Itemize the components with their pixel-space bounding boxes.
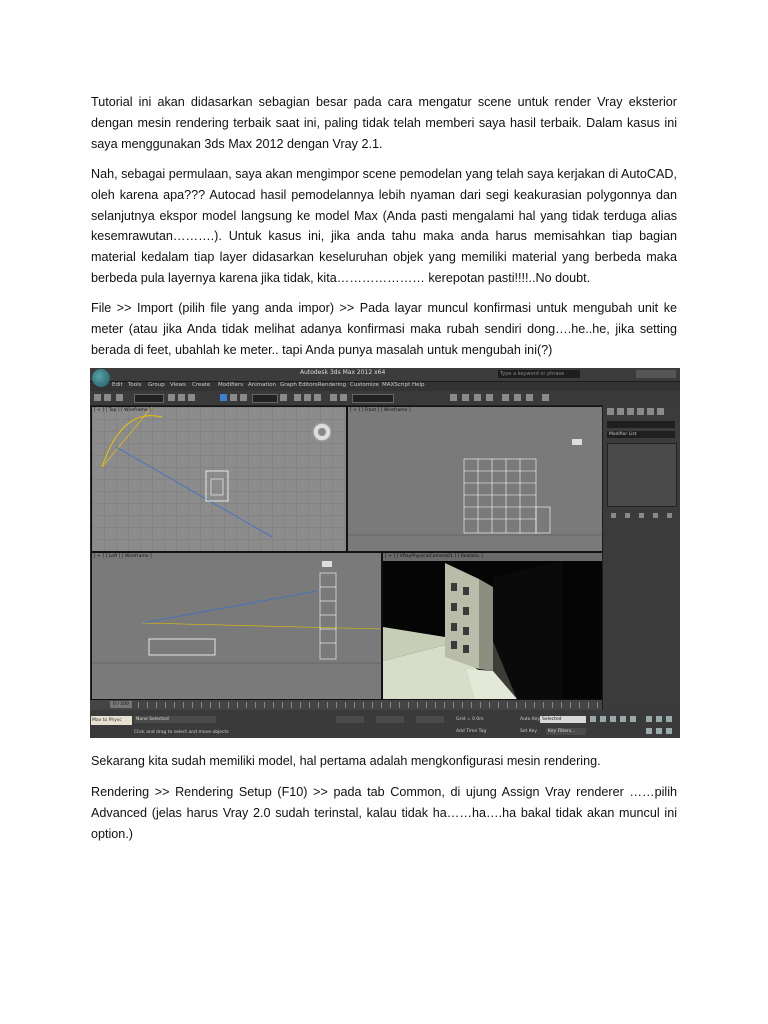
set-key-button[interactable]: Set Key (520, 729, 537, 734)
rendered-frame-icon[interactable] (514, 394, 521, 401)
link-icon[interactable] (116, 394, 123, 401)
menu-create[interactable]: Create (192, 382, 211, 388)
remove-modifier-icon[interactable] (653, 513, 658, 518)
window-title: Autodesk 3ds Max 2012 x64 (300, 369, 386, 376)
maximize-viewport-icon[interactable] (666, 728, 672, 734)
configure-sets-icon[interactable] (667, 513, 672, 518)
layer-manager-icon[interactable] (450, 394, 457, 401)
menu-tools[interactable]: Tools (128, 382, 142, 388)
previous-frame-icon[interactable] (600, 716, 606, 722)
viewport-label-left: [ + ] [ Left ] [ Wireframe ] (94, 554, 152, 559)
material-editor-icon[interactable] (486, 394, 493, 401)
title-bar (90, 368, 680, 382)
named-selection-dropdown[interactable] (352, 394, 394, 403)
hierarchy-tab-icon[interactable] (627, 408, 634, 415)
pivot-icon[interactable] (280, 394, 287, 401)
search-input[interactable]: Type a keyword or phrase (498, 370, 580, 378)
viewport-label-front: [ + ] [ Front ] [ Wireframe ] (350, 408, 411, 413)
orbit-icon[interactable] (656, 728, 662, 734)
snap-icon[interactable] (294, 394, 301, 401)
camera-icon (572, 439, 582, 445)
y-coordinate-field[interactable] (376, 716, 404, 723)
viewport-top[interactable] (91, 406, 347, 552)
redo-icon[interactable] (104, 394, 111, 401)
status-prompt: Click and drag to select and move objects (134, 730, 229, 735)
pan-icon[interactable] (646, 728, 652, 734)
paragraph-rendering-setup: Rendering >> Rendering Setup (F10) >> pada tab Common, di ujung Assign Vray renderer ……pilih Advanced (jelas harus Vray 2.0 sudah terinstal, kalau tidak ha……ha….ha bakal tidak akan muncul ini option.) (91, 785, 677, 841)
menu-views[interactable]: Views (170, 382, 186, 388)
modifier-list-dropdown[interactable]: Modifier List (607, 431, 675, 438)
region-select-icon[interactable] (188, 394, 195, 401)
viewport-left[interactable] (91, 552, 382, 700)
track-bar[interactable] (138, 702, 598, 708)
paragraph-intro: Tutorial ini akan didasarkan sebagian besar pada cara mengatur scene untuk render Vray eksterior dengan mesin rendering terbaik saat ini, paling tidak telah memberi saya hasil terbaik. Dalam kasus ini saya menggunakan 3ds Max 2012 dengan Vray 2.1. (91, 95, 677, 151)
zoom-extents-icon[interactable] (666, 716, 672, 722)
menu-edit[interactable]: Edit (112, 382, 123, 388)
percent-snap-icon[interactable] (314, 394, 321, 401)
undo-icon[interactable] (94, 394, 101, 401)
teapot-icon[interactable] (542, 394, 549, 401)
time-slider[interactable]: 0 / 100 (110, 701, 132, 708)
auto-key-button[interactable]: Auto Key (520, 717, 541, 722)
align-icon[interactable] (340, 394, 347, 401)
menu-group[interactable]: Group (148, 382, 165, 388)
grid-size-readout: Grid = 0.0m (456, 717, 484, 722)
reference-coordinate-dropdown[interactable] (252, 394, 278, 403)
render-setup-icon[interactable] (502, 394, 509, 401)
display-tab-icon[interactable] (647, 408, 654, 415)
camera-render-preview (383, 553, 602, 699)
motion-tab-icon[interactable] (637, 408, 644, 415)
command-panel (602, 405, 680, 712)
play-icon[interactable] (610, 716, 616, 722)
schematic-view-icon[interactable] (474, 394, 481, 401)
paragraph-import-autocad: Nah, sebagai permulaan, saya akan mengimpor scene pemodelan yang telah saya kerjakan di AutoCAD, oleh karena apa??? Autocad hasil pemodelannya lebih nyaman dari segi keakurasian polygonnya dan selanjutnya ekspor model langsung ke model Max (Anda pasti mengalami hal yang tidak terduga alias kesemrawutan……….). Untuk kasus ini, jika anda tahu maka anda harus memisahkan tiap bagian material kedalam tiap layer didasarkan keseluruhan objek yang memiliki material yang berbeda maka berbeda pula layernya karena jika tidak, kita………………… kerepotan pasti!!!!..No doubt. (91, 167, 677, 285)
maxscript-listener[interactable]: Max to Physc (91, 716, 132, 725)
3dsmax-screenshot (90, 368, 680, 738)
pin-stack-icon[interactable] (611, 513, 616, 518)
window-controls[interactable] (636, 370, 676, 378)
angle-snap-icon[interactable] (304, 394, 311, 401)
selection-status: None Selected (134, 716, 216, 723)
add-time-tag[interactable]: Add Time Tag (456, 729, 487, 734)
top-view-wireframe (92, 407, 346, 551)
make-unique-icon[interactable] (639, 513, 644, 518)
timeline (90, 699, 602, 710)
select-by-name-icon[interactable] (178, 394, 185, 401)
move-icon[interactable] (220, 394, 227, 401)
app-logo-icon[interactable] (92, 369, 110, 387)
menu-modifiers[interactable]: Modifiers (218, 382, 244, 388)
menu-graph-editors[interactable]: Graph Editors (280, 382, 318, 388)
menu-rendering[interactable]: Rendering (318, 382, 347, 388)
viewport-label-camera: [ + ] [ VRayPhysicalCamera01 ] [ Realistic ] (385, 554, 483, 559)
main-toolbar (90, 391, 680, 406)
viewport-label-top: [ + ] [ Top ] [ Wireframe ] (94, 408, 151, 413)
x-coordinate-field[interactable] (336, 716, 364, 723)
next-frame-icon[interactable] (620, 716, 626, 722)
object-name-field[interactable] (607, 421, 675, 428)
viewport-camera[interactable] (382, 552, 603, 700)
selection-filter-dropdown[interactable] (134, 394, 164, 403)
key-filters-button[interactable]: Key Filters... (546, 728, 586, 735)
render-icon[interactable] (526, 394, 533, 401)
menu-maxscript[interactable]: MAXScript (382, 382, 411, 388)
menu-animation[interactable]: Animation (248, 382, 277, 388)
zoom-icon[interactable] (646, 716, 652, 722)
scale-icon[interactable] (240, 394, 247, 401)
select-icon[interactable] (168, 394, 175, 401)
menu-bar (90, 382, 680, 391)
selected-dropdown[interactable]: Selected (540, 716, 586, 723)
status-bar (90, 710, 680, 738)
modifier-stack[interactable] (607, 443, 677, 507)
menu-customize[interactable]: Customize (350, 382, 379, 388)
utilities-tab-icon[interactable] (657, 408, 664, 415)
show-end-result-icon[interactable] (625, 513, 630, 518)
zoom-all-icon[interactable] (656, 716, 662, 722)
rotate-icon[interactable] (230, 394, 237, 401)
paragraph-model-ready: Sekarang kita sudah memiliki model, hal pertama adalah mengkonfigurasi mesin rendering. (91, 754, 601, 768)
goto-start-icon[interactable] (590, 716, 596, 722)
viewport-front[interactable] (347, 406, 603, 552)
modify-tab-icon[interactable] (617, 408, 624, 415)
left-view-wireframe (92, 553, 381, 699)
create-tab-icon[interactable] (607, 408, 614, 415)
z-coordinate-field[interactable] (416, 716, 444, 723)
mirror-icon[interactable] (330, 394, 337, 401)
menu-help[interactable]: Help (412, 382, 425, 388)
curve-editor-icon[interactable] (462, 394, 469, 401)
goto-end-icon[interactable] (630, 716, 636, 722)
paragraph-file-import: File >> Import (pilih file yang anda impor) >> Pada layar muncul konfirmasi untuk mengubah unit ke meter (atau jika Anda tidak melihat adanya konfirmasi maka rubah sendiri dong….he..he, jika setting berada di feet, ubahlah ke meter.. tapi Anda punya masalah untuk mengubah ini(?) (91, 301, 677, 357)
front-view-wireframe (348, 407, 602, 551)
